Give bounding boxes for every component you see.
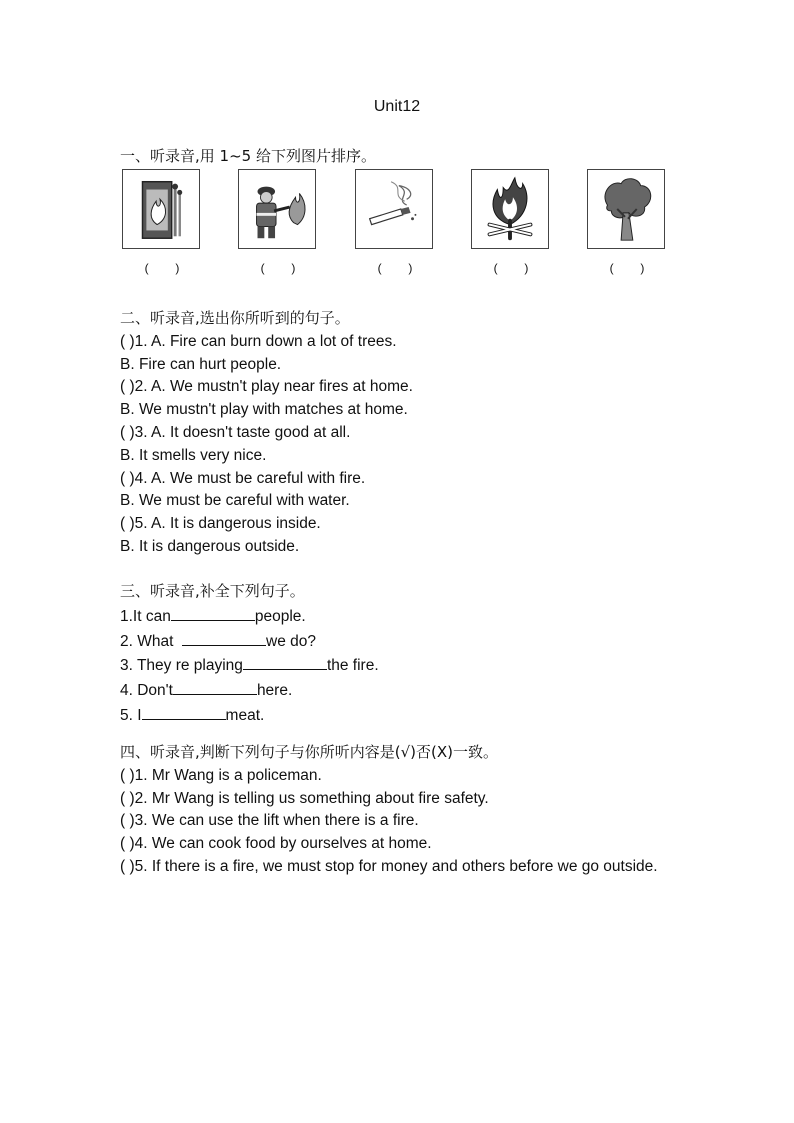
question-line: B. We must be careful with water. (120, 492, 350, 510)
judgement-line: ( )5. If there is a fire, we must stop for money and others before we go outside. (120, 857, 658, 875)
firefighter-icon (239, 170, 315, 248)
question-line: ( )1. A. Fire can burn down a lot of trees. (120, 332, 397, 350)
picture-box-2 (238, 169, 316, 249)
fill-in-before: 4. Don't (120, 682, 173, 700)
picture-paren-5[interactable]: ( ) (609, 261, 645, 275)
page-title: Unit12 (373, 98, 421, 115)
fill-in-after: meat. (225, 706, 265, 724)
fill-in-after: we do? (266, 632, 317, 650)
question-line: ( )2. A. We mustn't play near fires at home. (120, 378, 413, 396)
fill-in-before: 1.It can (120, 607, 171, 625)
question-line: ( )5. A. It is dangerous inside. (120, 515, 321, 533)
section-1 (120, 145, 690, 169)
picture-box-3 (355, 169, 433, 249)
question-line: B. We mustn't play with matches at home. (120, 401, 408, 419)
section-2 (120, 307, 690, 559)
answer-blank[interactable] (142, 703, 226, 720)
picture-box-5 (587, 169, 665, 249)
section-2-heading: 二、听录音,选出你所听到的句子。 (120, 309, 350, 327)
section-4 (120, 741, 690, 879)
section-3 (120, 580, 690, 728)
fill-in-after: people. (254, 607, 306, 625)
answer-blank[interactable] (173, 678, 257, 695)
question-line: ( )3. A. It doesn't taste good at all. (120, 423, 351, 441)
question-line: ( )4. A. We must be careful with fire. (120, 469, 366, 487)
tree-icon (588, 170, 664, 248)
matchbox-icon (123, 170, 199, 248)
fill-in-item (120, 629, 690, 654)
campfire-icon (472, 170, 548, 248)
section-1-heading: 一、听录音,用 1~5 给下列图片排序。 (120, 147, 376, 165)
fill-in-item (120, 604, 690, 629)
picture-paren-1[interactable]: ( ) (144, 261, 180, 275)
picture-paren-4[interactable]: ( ) (493, 261, 529, 275)
answer-blank[interactable] (171, 604, 255, 621)
answer-blank[interactable] (243, 653, 327, 670)
fill-in-before: 3. They re playing (120, 657, 243, 675)
fill-in-before: 2. What (120, 632, 183, 650)
question-line: B. It is dangerous outside. (120, 537, 300, 555)
fill-in-after: the fire. (326, 657, 379, 675)
judgement-line: ( )3. We can use the lift when there is a fire. (120, 812, 419, 830)
section-3-heading: 三、听录音,补全下列句子。 (120, 582, 305, 600)
picture-box-4 (471, 169, 549, 249)
judgement-line: ( )4. We can cook food by ourselves at home. (120, 835, 432, 853)
question-line: B. It smells very nice. (120, 446, 267, 464)
question-line: B. Fire can hurt people. (120, 355, 282, 373)
fill-in-after: here. (256, 682, 293, 700)
picture-paren-2[interactable]: ( ) (260, 261, 296, 275)
fill-in-item (120, 678, 690, 703)
cigarette-icon (356, 170, 432, 248)
judgement-line: ( )2. Mr Wang is telling us something about fire safety. (120, 789, 489, 807)
answer-blank[interactable] (182, 629, 266, 646)
picture-box-1 (122, 169, 200, 249)
judgement-line: ( )1. Mr Wang is a policeman. (120, 766, 322, 784)
picture-paren-3[interactable]: ( ) (377, 261, 413, 275)
fill-in-before: 5. I (120, 706, 142, 724)
fill-in-item (120, 703, 690, 728)
fill-in-item (120, 653, 690, 678)
section-4-heading: 四、听录音,判断下列句子与你所听内容是(√)否(X)一致。 (120, 743, 499, 761)
picture-row (120, 169, 680, 279)
